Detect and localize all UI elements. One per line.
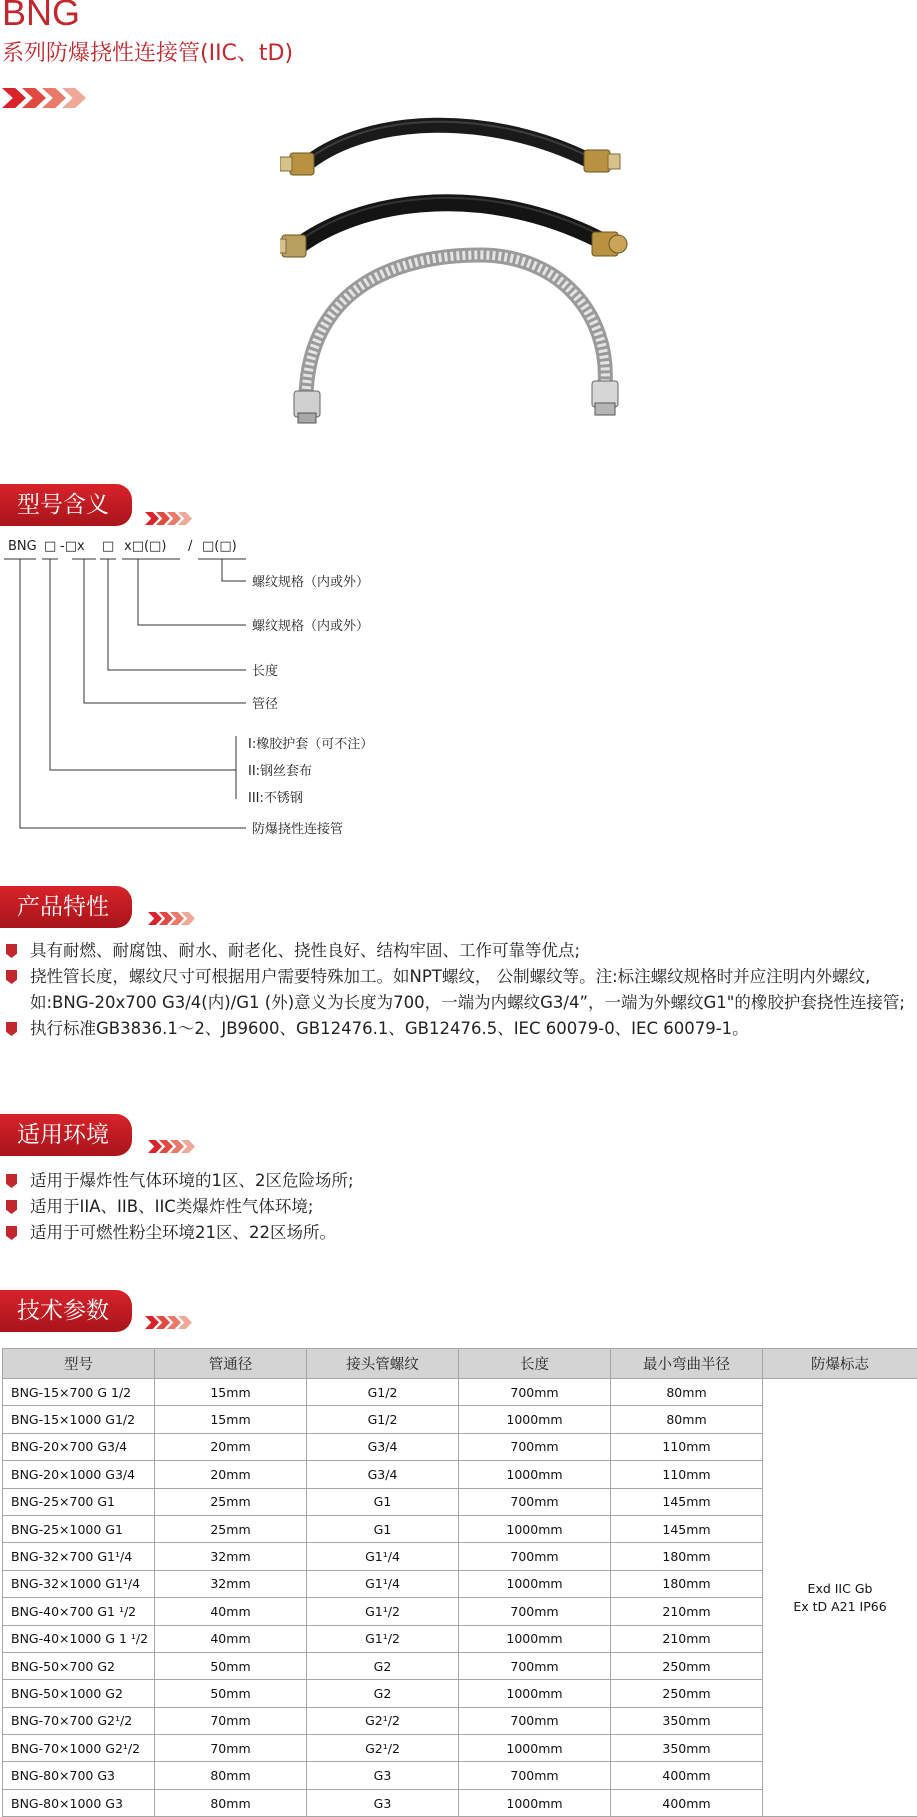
environment-list-item: 适用于爆炸性气体环境的1区、2区危险场所; xyxy=(4,1168,917,1194)
table-cell: 80mm xyxy=(611,1406,763,1433)
table-cell: 25mm xyxy=(155,1488,307,1515)
environment-list xyxy=(4,1168,917,1246)
table-cell: 20mm xyxy=(155,1433,307,1460)
model-code-box4: x□(□) xyxy=(124,539,166,554)
bullet-icon xyxy=(6,1200,17,1214)
table-cell: 700mm xyxy=(459,1652,611,1679)
table-cell: 40mm xyxy=(155,1598,307,1625)
table-cell: 70mm xyxy=(155,1735,307,1762)
table-cell: 1000mm xyxy=(459,1735,611,1762)
table-cell: G2¹/2 xyxy=(307,1735,459,1762)
table-cell: BNG-70×1000 G2¹/2 xyxy=(3,1735,155,1762)
table-cell: G1¹/4 xyxy=(307,1570,459,1597)
table-cell: 32mm xyxy=(155,1570,307,1597)
table-cell: 50mm xyxy=(155,1680,307,1707)
table-cell: 700mm xyxy=(459,1598,611,1625)
table-body xyxy=(3,1379,917,1817)
table-cell: G3 xyxy=(307,1762,459,1789)
table-cell: 80mm xyxy=(611,1379,763,1406)
table-cell: 350mm xyxy=(611,1707,763,1734)
table-row xyxy=(3,1379,917,1406)
section-model-badge: 型号含义 xyxy=(0,484,132,526)
bullet-icon xyxy=(6,1226,17,1240)
table-cell: 80mm xyxy=(155,1789,307,1816)
label-product: 防爆挠性连接管 xyxy=(252,821,343,837)
table-cell: 40mm xyxy=(155,1625,307,1652)
model-code-box3: □ xyxy=(102,539,114,554)
bullet-icon xyxy=(6,1022,17,1036)
label-type-2: II:钢丝套布 xyxy=(248,764,312,779)
table-header-row xyxy=(3,1349,917,1379)
table-cell: G3 xyxy=(307,1789,459,1816)
table-cell: BNG-20×700 G3/4 xyxy=(3,1433,155,1460)
table-cell: 1000mm xyxy=(459,1406,611,1433)
table-cell: G2 xyxy=(307,1680,459,1707)
table-header: 型号 xyxy=(3,1349,155,1379)
section-environment-badge: 适用环境 xyxy=(0,1114,132,1156)
table-cell: 350mm xyxy=(611,1735,763,1762)
table-cell: BNG-50×1000 G2 xyxy=(3,1680,155,1707)
table-cell: 80mm xyxy=(155,1762,307,1789)
table-cell: 1000mm xyxy=(459,1789,611,1816)
table-cell: 180mm xyxy=(611,1570,763,1597)
table-cell: 1000mm xyxy=(459,1570,611,1597)
label-length: 长度 xyxy=(252,663,278,679)
model-code-box5: □(□) xyxy=(202,539,237,554)
features-list xyxy=(4,938,917,1042)
section-parameters-chevrons xyxy=(145,1316,189,1329)
features-list-item: 执行标准GB3836.1～2、JB9600、GB12476.1、GB12476.5、IEC 60079-0、IEC 60079-1。 xyxy=(4,1016,917,1042)
features-list-item: 具有耐燃、耐腐蚀、耐水、耐老化、挠性良好、结构牢固、工作可靠等优点; xyxy=(4,938,917,964)
table-cell: 400mm xyxy=(611,1789,763,1816)
table-cell: BNG-20×1000 G3/4 xyxy=(3,1461,155,1488)
label-thread-spec-1: 螺纹规格（内或外） xyxy=(252,618,369,634)
table-cell: 700mm xyxy=(459,1379,611,1406)
table-cell: G1¹/2 xyxy=(307,1598,459,1625)
table-cell: 15mm xyxy=(155,1406,307,1433)
explosion-mark-line: Exd IIC Gb xyxy=(763,1580,917,1598)
features-list-item: 挠性管长度，螺纹尺寸可根据用户需要特殊加工。如NPT螺纹， 公制螺纹等。注:标注螺纹规格时并应注明内外螺纹,如:BNG-20x700 G3/4(内)/G1 (外)意义为长度为700，一端为内螺纹G3/4”，一端为外螺纹G1"的橡胶护套挠性连接管; xyxy=(4,964,917,1016)
table-header: 最小弯曲半径 xyxy=(611,1349,763,1379)
model-code-slash: / xyxy=(188,539,193,554)
table-cell: 210mm xyxy=(611,1598,763,1625)
table-cell: G3/4 xyxy=(307,1461,459,1488)
table-cell: 250mm xyxy=(611,1652,763,1679)
table-header: 管通径 xyxy=(155,1349,307,1379)
page-title: BNG xyxy=(2,0,80,34)
table-cell: 700mm xyxy=(459,1543,611,1570)
table-cell: 15mm xyxy=(155,1379,307,1406)
table-cell: G1 xyxy=(307,1515,459,1542)
model-code-box1: □ xyxy=(44,539,56,554)
table-cell: 20mm xyxy=(155,1461,307,1488)
table-cell: BNG-25×1000 G1 xyxy=(3,1515,155,1542)
table-cell: G1¹/2 xyxy=(307,1625,459,1652)
explosion-mark-cell xyxy=(763,1379,917,1817)
table-cell: 700mm xyxy=(459,1488,611,1515)
black-hose-1-image xyxy=(280,122,620,175)
model-code-dash-box: -□x xyxy=(60,539,85,554)
table-cell: G2 xyxy=(307,1652,459,1679)
table-cell: 145mm xyxy=(611,1488,763,1515)
environment-list-item: 适用于IIA、IIB、IIC类爆炸性气体环境; xyxy=(4,1194,917,1220)
table-cell: 1000mm xyxy=(459,1625,611,1652)
table-cell: 250mm xyxy=(611,1680,763,1707)
table-cell: BNG-80×700 G3 xyxy=(3,1762,155,1789)
table-cell: 180mm xyxy=(611,1543,763,1570)
section-parameters-badge: 技术参数 xyxy=(0,1290,132,1332)
table-cell: 70mm xyxy=(155,1707,307,1734)
table-cell: G1 xyxy=(307,1488,459,1515)
table-cell: G3/4 xyxy=(307,1433,459,1460)
table-cell: BNG-15×700 G 1/2 xyxy=(3,1379,155,1406)
table-cell: 400mm xyxy=(611,1762,763,1789)
table-cell: 110mm xyxy=(611,1461,763,1488)
table-cell: 700mm xyxy=(459,1433,611,1460)
table-cell: 700mm xyxy=(459,1762,611,1789)
model-code-prefix: BNG xyxy=(8,539,37,554)
table-cell: BNG-32×1000 G1¹/4 xyxy=(3,1570,155,1597)
bullet-icon xyxy=(6,944,17,958)
label-type-3: III:不锈钢 xyxy=(248,791,303,806)
table-cell: G1¹/4 xyxy=(307,1543,459,1570)
table-cell: BNG-70×700 G2¹/2 xyxy=(3,1707,155,1734)
table-cell: BNG-80×1000 G3 xyxy=(3,1789,155,1816)
section-environment-chevrons xyxy=(148,1140,192,1153)
product-hose-images xyxy=(280,105,650,425)
table-cell: BNG-50×700 G2 xyxy=(3,1652,155,1679)
section-features-chevrons xyxy=(148,912,192,925)
table-cell: 25mm xyxy=(155,1515,307,1542)
page-subtitle: 系列防爆挠性连接管(IIC、tD) xyxy=(2,36,293,67)
explosion-mark-line: Ex tD A21 IP66 xyxy=(763,1598,917,1616)
table-cell: G1/2 xyxy=(307,1406,459,1433)
label-diameter: 管径 xyxy=(252,697,278,712)
environment-list-item: 适用于可燃性粉尘环境21区、22区场所。 xyxy=(4,1220,917,1246)
table-cell: 50mm xyxy=(155,1652,307,1679)
bullet-icon xyxy=(6,1174,17,1188)
table-cell: 1000mm xyxy=(459,1680,611,1707)
section-model-chevrons xyxy=(145,512,189,525)
table-cell: BNG-15×1000 G1/2 xyxy=(3,1406,155,1433)
header-chevron-decoration xyxy=(2,88,82,108)
table-header: 接头管螺纹 xyxy=(307,1349,459,1379)
table-cell: 210mm xyxy=(611,1625,763,1652)
stainless-hose-image xyxy=(294,255,618,423)
table-cell: BNG-32×700 G1¹/4 xyxy=(3,1543,155,1570)
table-cell: 1000mm xyxy=(459,1461,611,1488)
table-cell: BNG-25×700 G1 xyxy=(3,1488,155,1515)
model-code-diagram xyxy=(0,528,917,848)
table-cell: BNG-40×700 G1 ¹/2 xyxy=(3,1598,155,1625)
table-cell: 32mm xyxy=(155,1543,307,1570)
table-cell: 700mm xyxy=(459,1707,611,1734)
table-cell: BNG-40×1000 G 1 ¹/2 xyxy=(3,1625,155,1652)
bullet-icon xyxy=(6,970,17,984)
black-hose-2-image xyxy=(280,198,627,257)
table-cell: 1000mm xyxy=(459,1515,611,1542)
table-header: 防爆标志 xyxy=(763,1349,917,1379)
table-cell: 145mm xyxy=(611,1515,763,1542)
table-header: 长度 xyxy=(459,1349,611,1379)
table-cell: 110mm xyxy=(611,1433,763,1460)
section-features-badge: 产品特性 xyxy=(0,886,132,928)
spec-table xyxy=(2,1348,917,1817)
label-thread-spec-2: 螺纹规格（内或外） xyxy=(252,574,369,590)
label-type-1: I:橡胶护套（可不注） xyxy=(248,736,373,752)
table-cell: G2¹/2 xyxy=(307,1707,459,1734)
table-cell: G1/2 xyxy=(307,1379,459,1406)
